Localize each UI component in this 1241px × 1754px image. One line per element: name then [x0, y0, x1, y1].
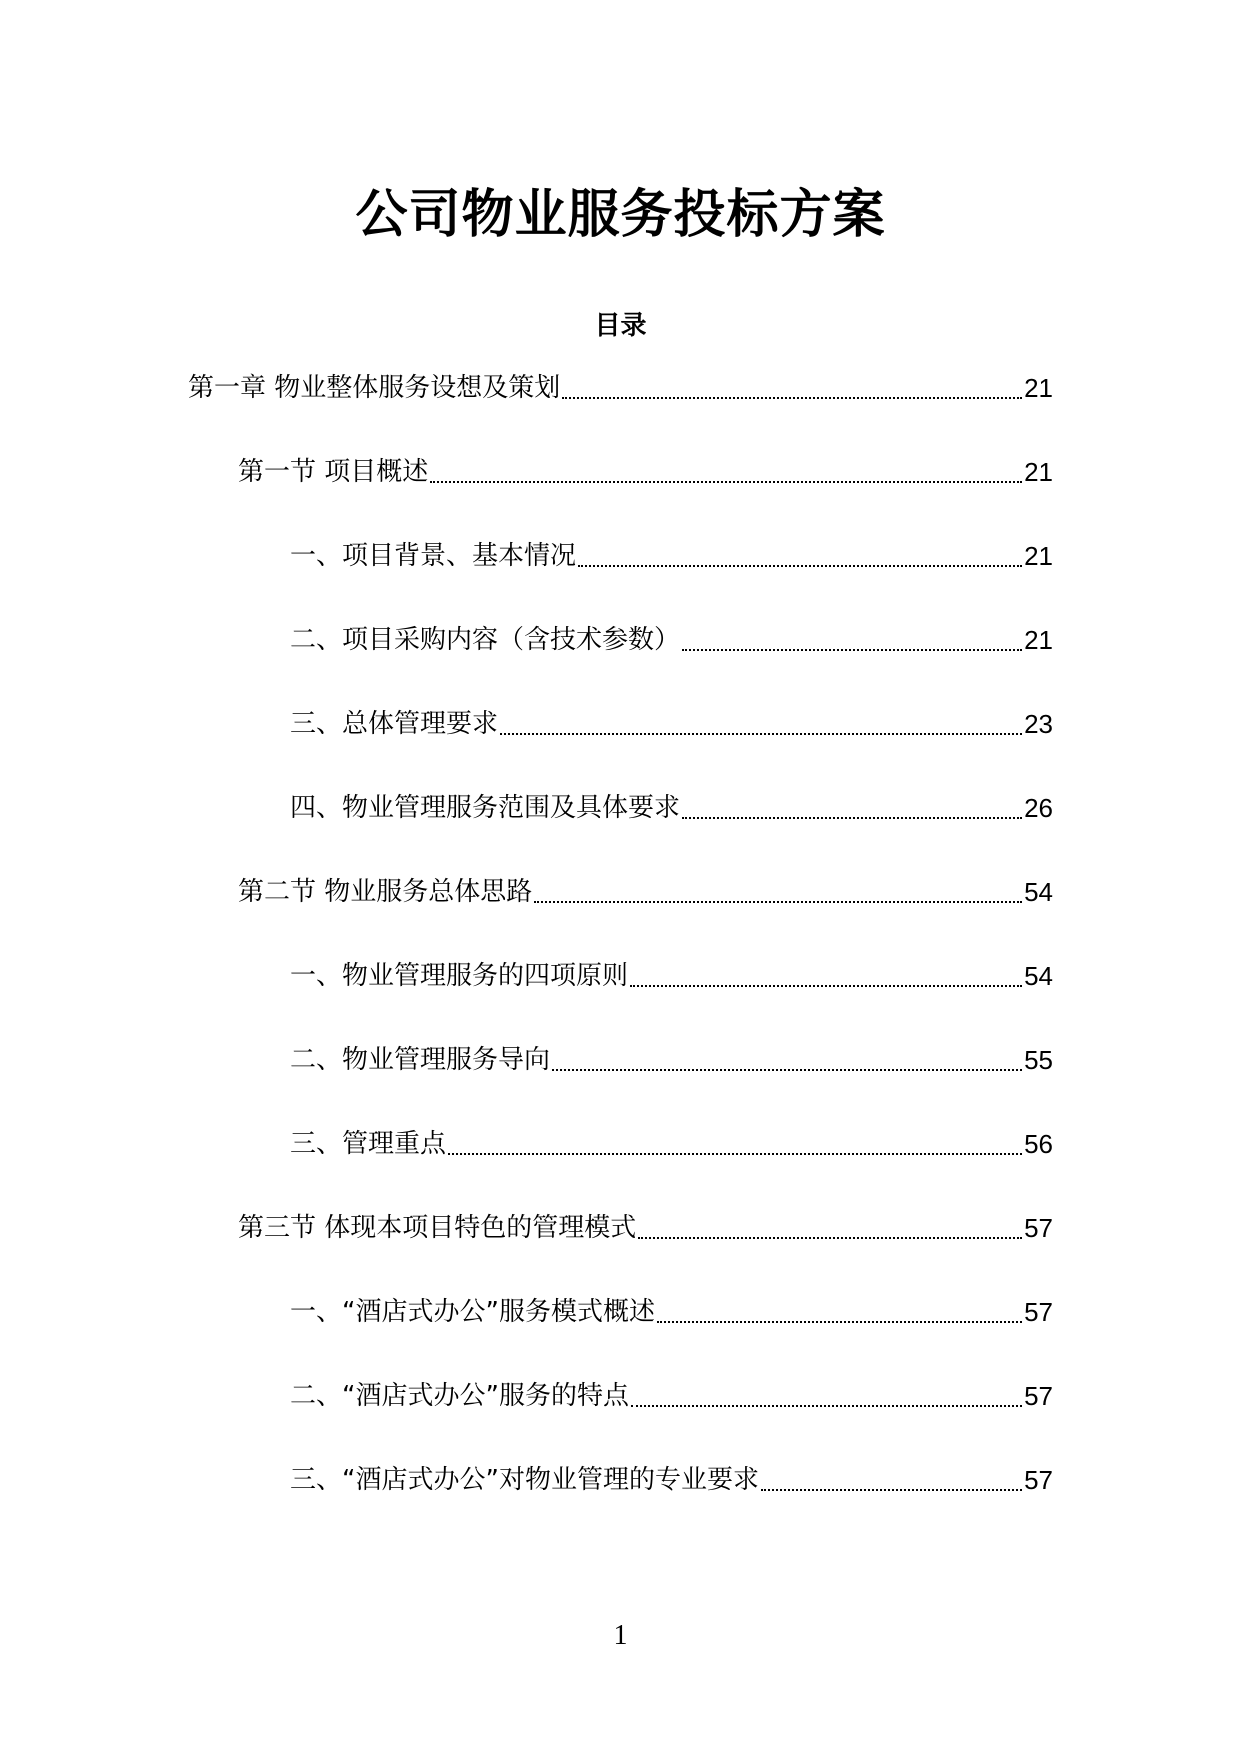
toc-entry-page: 55 — [1024, 1045, 1053, 1075]
toc-entry-section-1 — [0, 452, 1241, 536]
toc-entry-item — [0, 1292, 1241, 1376]
toc-entry-item — [0, 1460, 1241, 1544]
toc-entry-section-3 — [0, 1208, 1241, 1292]
toc-entry-page: 57 — [1024, 1381, 1053, 1411]
toc-entry-item — [0, 956, 1241, 1040]
toc-entry-link[interactable] — [238, 872, 1053, 912]
toc-entry-page: 26 — [1024, 793, 1053, 823]
toc-leader-dots — [430, 481, 1022, 483]
toc-entry-item — [0, 620, 1241, 704]
toc-entry-link[interactable] — [290, 704, 1053, 744]
toc-entry-link[interactable] — [290, 536, 1053, 576]
toc-entry-label: 一、项目背景、基本情况 — [290, 541, 577, 571]
toc-entry-page: 21 — [1024, 457, 1053, 487]
toc-entry-page: 57 — [1024, 1297, 1053, 1327]
toc-entry-page: 21 — [1024, 541, 1053, 571]
toc-entry-link[interactable] — [290, 1460, 1053, 1500]
toc-entry-label: 一、“酒店式办公”服务模式概述 — [290, 1297, 655, 1327]
toc-entry-label: 二、“酒店式办公”服务的特点 — [290, 1381, 629, 1411]
toc-entry-label: 第三节 体现本项目特色的管理模式 — [238, 1213, 637, 1243]
toc-leader-dots — [562, 397, 1022, 399]
toc-leader-dots — [631, 1405, 1022, 1407]
toc-entry-link[interactable] — [290, 1292, 1053, 1332]
toc-entry-link[interactable] — [290, 1124, 1053, 1164]
toc-entry-page: 57 — [1024, 1465, 1053, 1495]
toc-leader-dots — [552, 1069, 1022, 1071]
toc-entry-page: 57 — [1024, 1213, 1053, 1243]
toc-entry-page: 54 — [1024, 961, 1053, 991]
toc-leader-dots — [534, 901, 1022, 903]
toc-entry-link[interactable] — [290, 788, 1053, 828]
toc-entry-item — [0, 1040, 1241, 1124]
toc-entry-link[interactable] — [290, 1040, 1053, 1080]
toc-entry-page: 56 — [1024, 1129, 1053, 1159]
toc-entry-label: 四、物业管理服务范围及具体要求 — [290, 793, 681, 823]
toc-leader-dots — [657, 1321, 1022, 1323]
toc-entry-page: 21 — [1024, 625, 1053, 655]
document-title: 公司物业服务投标方案 — [355, 185, 886, 245]
toc-entry-item — [0, 536, 1241, 620]
toc-entry-section-2 — [0, 872, 1241, 956]
toc-entry-item — [0, 704, 1241, 788]
toc-leader-dots — [630, 985, 1022, 987]
toc-leader-dots — [500, 733, 1022, 735]
toc-heading: 目录 — [594, 311, 647, 341]
page-number: 1 — [613, 1620, 628, 1651]
toc-entry-item — [0, 788, 1241, 872]
toc-entry-label: 一、物业管理服务的四项原则 — [290, 961, 629, 991]
toc-entry-chapter-1 — [0, 368, 1241, 452]
toc-entry-page: 21 — [1024, 373, 1053, 403]
toc-entry-label: 三、总体管理要求 — [290, 709, 499, 739]
toc-entry-label: 二、项目采购内容（含技术参数） — [290, 625, 681, 655]
toc-leader-dots — [448, 1153, 1022, 1155]
toc-entry-link[interactable] — [188, 368, 1053, 408]
toc-entry-label: 三、管理重点 — [290, 1129, 447, 1159]
toc-entry-label: 三、“酒店式办公”对物业管理的专业要求 — [290, 1465, 759, 1495]
toc-leader-dots — [682, 649, 1022, 651]
toc-entry-item — [0, 1124, 1241, 1208]
toc-entry-label: 第一节 项目概述 — [238, 457, 429, 487]
toc-leader-dots — [638, 1237, 1022, 1239]
toc-entry-label: 二、物业管理服务导向 — [290, 1045, 551, 1075]
toc-entry-page: 23 — [1024, 709, 1053, 739]
toc-leader-dots — [682, 817, 1022, 819]
toc-entry-link[interactable] — [290, 620, 1053, 660]
toc-entry-item — [0, 1376, 1241, 1460]
toc-entry-link[interactable] — [238, 1208, 1053, 1248]
table-of-contents — [0, 368, 1241, 1544]
toc-entry-link[interactable] — [290, 956, 1053, 996]
toc-leader-dots — [761, 1489, 1022, 1491]
toc-entry-link[interactable] — [290, 1376, 1053, 1416]
toc-entry-page: 54 — [1024, 877, 1053, 907]
toc-leader-dots — [578, 565, 1022, 567]
toc-entry-label: 第二节 物业服务总体思路 — [238, 877, 533, 907]
toc-entry-label: 第一章 物业整体服务设想及策划 — [188, 373, 561, 403]
toc-entry-link[interactable] — [238, 452, 1053, 492]
